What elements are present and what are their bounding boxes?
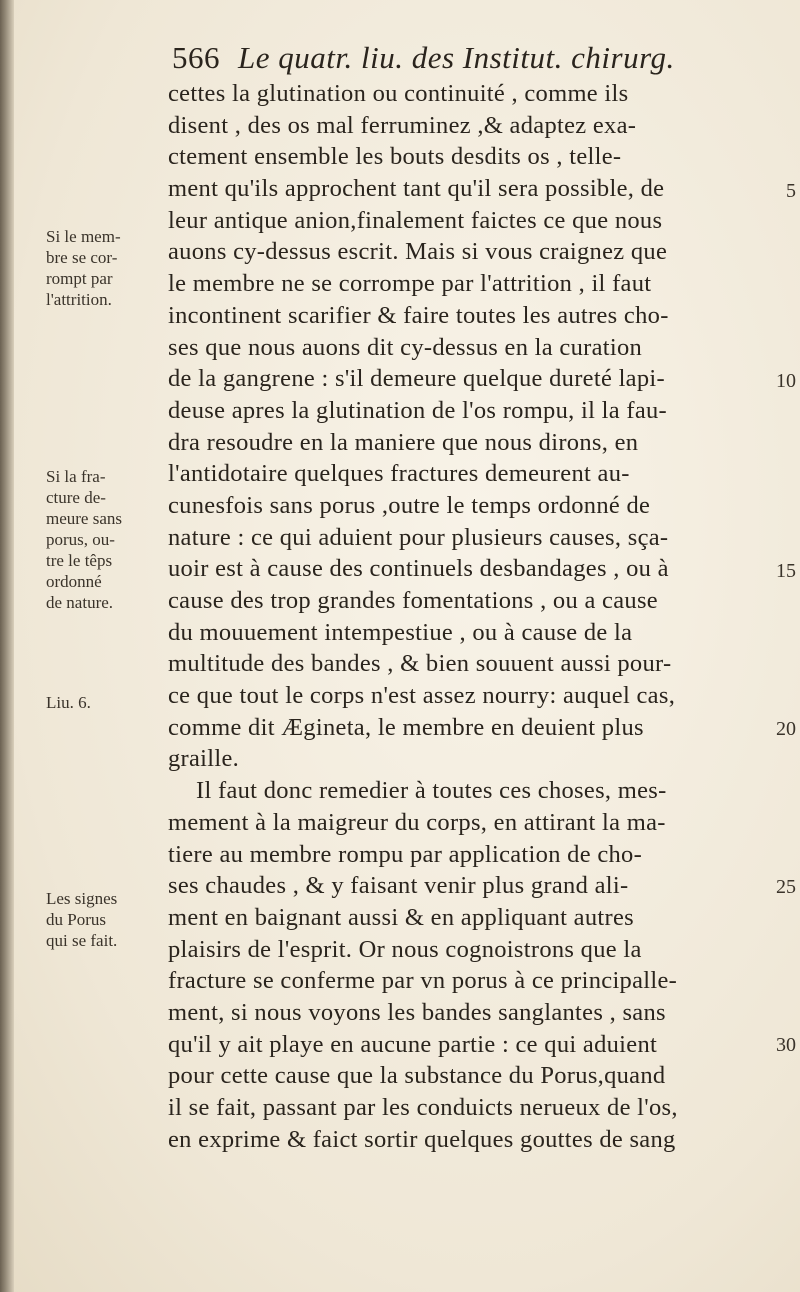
text-line: fracture se conferme par vn porus à ce principalle- — [168, 967, 678, 995]
text-line: il se fait, passant par les conduicts nerueux de l'os, — [168, 1094, 678, 1121]
text-line: disent , des os mal ferruminez ,& adaptez exa- — [168, 111, 637, 139]
text-line: qu'il y ait playe en aucune partie : ce qui aduient — [168, 1030, 658, 1058]
text-line: mement à la maigreur du corps, en attirant la ma- — [168, 808, 666, 836]
line-number: 30 — [776, 1034, 796, 1056]
text-line: l'antidotaire quelques fractures demeurent au- — [168, 460, 630, 488]
text-line: leur antique anion,finalement faictes ce que nous — [168, 206, 663, 234]
main-text-block — [168, 78, 768, 1155]
text-line: en exprime & faict sortir quelques gouttes de sang — [168, 1125, 676, 1153]
text-line: ment qu'ils approchent tant qu'il sera possible, de — [168, 175, 665, 203]
text-line: ses que nous auons dit cy-dessus en la curation — [168, 333, 643, 361]
text-line: ctement ensemble les bouts desdits os , telle- — [168, 143, 622, 171]
line-number: 15 — [776, 560, 796, 582]
line-number: 5 — [786, 180, 796, 202]
text-line: deuse apres la glutination de l'os rompu, il la fau- — [168, 396, 667, 424]
text-line: de la gangrene : s'il demeure quelque dureté lapi- — [168, 365, 665, 393]
margin-note-attrition: Si le mem- bre se cor- rompt par l'attrition. — [46, 227, 121, 309]
margin-note-porus-signs: Les signes du Porus qui se fait. — [46, 889, 118, 950]
text-line: Il faut donc remedier à toutes ces choses, mes- — [196, 777, 667, 805]
text-line: nature : ce qui aduient pour plusieurs causes, sça- — [168, 523, 669, 551]
text-line: cettes la glutination ou continuité , comme ils — [168, 80, 629, 107]
text-line: auons cy-dessus escrit. Mais si vous craignez que — [168, 238, 668, 266]
text-line: du mouuement intempestiue , ou à cause de la — [168, 618, 633, 646]
text-line: uoir est à cause des continuels desbandages , ou à — [168, 555, 669, 583]
text-line: comme dit Ægineta, le membre en deuient plus — [168, 713, 644, 741]
margin-note-fracture-porus: Si la fra- cture de- meure sans porus, ou- tre le têps ordonné de nature. — [46, 467, 123, 612]
text-line: graille. — [168, 745, 240, 773]
text-line: dra resoudre en la maniere que nous dirons, en — [168, 428, 639, 456]
text-line: ment, si nous voyons les bandes sanglantes , sans — [168, 998, 666, 1026]
text-line: ses chaudes , & y faisant venir plus grand ali- — [168, 872, 629, 900]
text-line: cause des trop grandes fomentations , ou a cause — [168, 587, 658, 614]
text-line: incontinent scarifier & faire toutes les autres cho- — [168, 301, 669, 329]
page-number: 566 — [172, 40, 220, 75]
running-title: Le quatr. liu. des Institut. chirurg. — [238, 40, 675, 75]
text-line: ment en baignant aussi & en appliquant autres — [168, 903, 634, 931]
line-number: 20 — [776, 718, 796, 740]
line-number: 10 — [776, 370, 796, 392]
line-number: 25 — [776, 876, 796, 898]
text-line: ce que tout le corps n'est assez nourry: auquel cas, — [168, 682, 676, 710]
text-line: tiere au membre rompu par application de cho- — [168, 840, 643, 868]
text-line: le membre ne se corrompe par l'attrition , il faut — [168, 270, 652, 298]
book-spine-shadow — [0, 0, 14, 1292]
margin-note-book-ref: Liu. 6. — [46, 693, 91, 712]
text-line: plaisirs de l'esprit. Or nous cognoistrons que la — [168, 935, 642, 963]
text-line: pour cette cause que la substance du Porus,quand — [168, 1062, 666, 1090]
text-line: cunesfois sans porus ,outre le temps ordonné de — [168, 491, 651, 519]
text-line: multitude des bandes , & bien souuent aussi pour- — [168, 650, 672, 678]
running-header — [172, 40, 732, 82]
